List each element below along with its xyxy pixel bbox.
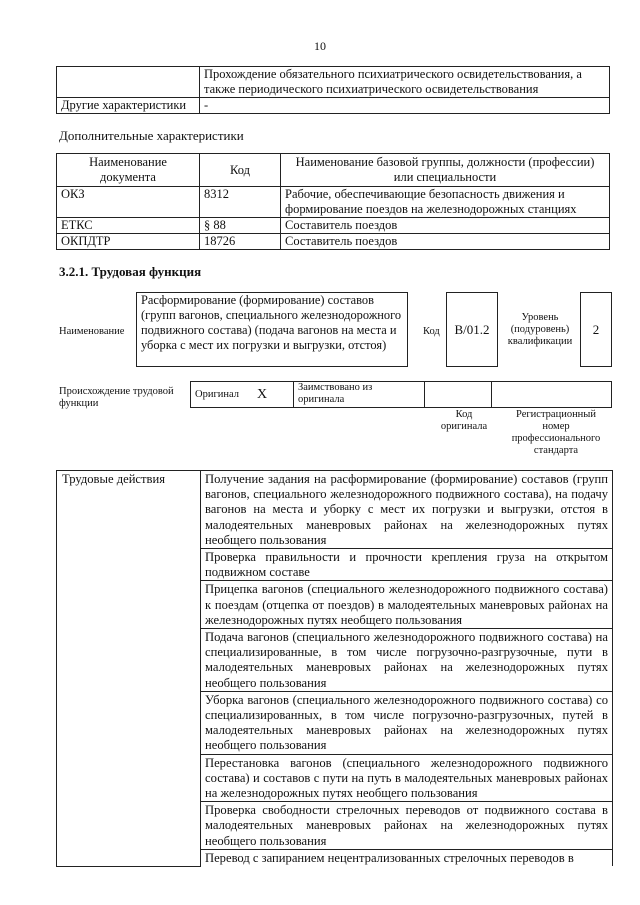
list-item: Проверка правильности и прочности крепления груза на открытом подвижном составе bbox=[201, 549, 613, 581]
original-label: Оригинал bbox=[191, 382, 254, 408]
header-group-name: Наименование базовой группы, должности (профессии) или специальности bbox=[281, 154, 610, 187]
header-code: Код bbox=[200, 154, 281, 187]
other-characteristics-label: Другие характеристики bbox=[57, 98, 200, 114]
original-mark: X bbox=[253, 382, 294, 408]
labor-actions-table bbox=[56, 470, 613, 867]
qualification-level-value: 2 bbox=[580, 292, 612, 367]
registration-number-cell bbox=[492, 382, 612, 408]
origin-table bbox=[190, 381, 612, 408]
table-cell: ЕТКС bbox=[57, 218, 200, 234]
additional-characteristics-table bbox=[56, 153, 610, 250]
other-characteristics-value: - bbox=[200, 98, 610, 114]
table-cell: ОКЗ bbox=[57, 187, 200, 218]
top-characteristics-table bbox=[56, 66, 610, 114]
function-name-value: Расформирование (формирование) составов (групп вагонов, специального железнодорожного подвижного состава) (подача вагонов на места и уборка с мест их погрузки и выгрузки, отстоя) bbox=[136, 292, 408, 367]
list-item: Проверка свободности стрелочных переводов от подвижного состава в малодеятельных маневровых районах на железнодорожных путях необщего пользования bbox=[201, 802, 613, 850]
code-value: B/01.2 bbox=[446, 292, 498, 367]
original-code-label: Код оригинала bbox=[440, 409, 488, 432]
table-cell: Рабочие, обеспечивающие безопасность движения и формирование поездов на железнодорожных станциях bbox=[281, 187, 610, 218]
registration-number-label: Регистрационный номер профессионального стандарта bbox=[511, 409, 601, 456]
page-number: 10 bbox=[314, 39, 326, 53]
list-item: Уборка вагонов (специального железнодорожного подвижного состава) со специализированных, в том числе погрузочно-разгрузочных, путей в малодеятельных маневровых районах на железнодорожных путях необщего пользования bbox=[201, 691, 613, 754]
labor-function-heading: 3.2.1. Трудовая функция bbox=[59, 264, 202, 279]
list-item: Прицепка вагонов (специального железнодорожного подвижного состава) к поездам (отцепка от поездов) в малодеятельных маневровых районах на железнодорожных путях необщего пользования bbox=[201, 581, 613, 629]
list-item: Перевод с запиранием нецентрализованных стрелочных переводов в bbox=[201, 849, 613, 866]
additional-characteristics-heading: Дополнительные характеристики bbox=[59, 128, 244, 143]
table-cell: Составитель поездов bbox=[281, 218, 610, 234]
origin-label: Происхождение трудовой функции bbox=[59, 386, 174, 409]
list-item: Подача вагонов (специального железнодорожного подвижного состава) на специализированные, в том числе погрузочно-разгрузочные, пути в малодеятельных маневровых районах на железнодорожных путях необщего пользования bbox=[201, 629, 613, 692]
code-label: Код bbox=[423, 326, 440, 337]
list-item: Получение задания на расформирование (формирование) составов (групп вагонов, специального железнодорожного подвижного состава), на подачу вагонов на места и уборку с мест их погрузки и выгрузки, отстоя в малодеятельных маневровых районах на железнодорожных путях необщего пользования bbox=[201, 471, 613, 549]
table-cell: § 88 bbox=[200, 218, 281, 234]
header-document: Наименование документа bbox=[57, 154, 200, 187]
labor-actions-label: Трудовые действия bbox=[57, 471, 201, 867]
name-label: Наименование bbox=[59, 326, 125, 337]
table-cell: 8312 bbox=[200, 187, 281, 218]
original-code-cell bbox=[425, 382, 492, 408]
borrowed-label: Заимствовано из оригинала bbox=[294, 382, 425, 408]
psychiatric-exam-text: Прохождение обязательного психиатрического освидетельствования, а также периодического психиатрического освидетельствования bbox=[200, 67, 610, 98]
table-cell: Составитель поездов bbox=[281, 234, 610, 250]
list-item: Перестановка вагонов (специального железнодорожного подвижного состава) и составов с пути на путь в малодеятельных маневровых районах на железнодорожных путях необщего пользования bbox=[201, 754, 613, 802]
qualification-level-label: Уровень (подуровень) квалификации bbox=[507, 312, 573, 347]
table-cell: ОКПДТР bbox=[57, 234, 200, 250]
table-cell: 18726 bbox=[200, 234, 281, 250]
